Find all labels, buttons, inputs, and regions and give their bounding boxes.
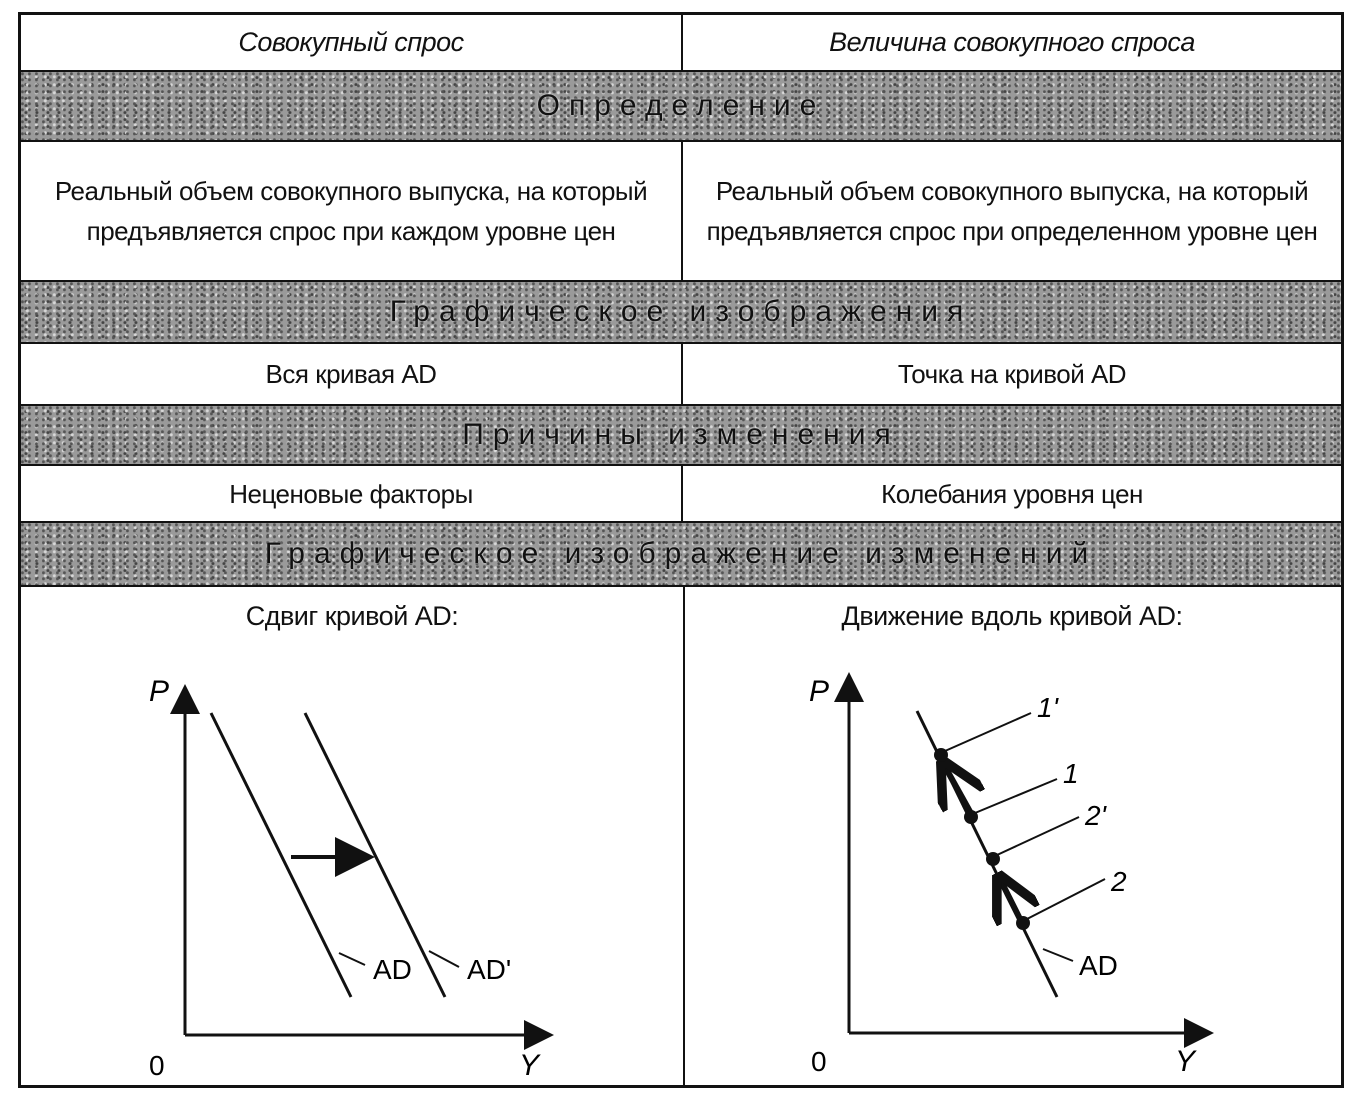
graph-title-shift: Сдвиг кривой AD: — [245, 601, 459, 631]
header-aggregate-demand: Совокупный спрос — [21, 15, 683, 70]
section-title-definition: Определение — [536, 89, 826, 122]
definition-row — [21, 142, 1341, 282]
causes-row — [21, 466, 1341, 523]
graph-row — [21, 587, 1341, 1085]
causes-right: Колебания уровня цен — [881, 478, 1143, 509]
x-axis-label: Y — [1175, 1045, 1196, 1078]
section-band-graphic — [21, 282, 1341, 344]
point-2-label: 2 — [1111, 866, 1127, 897]
movement-segment-lower — [999, 877, 1021, 921]
ad-prime-label-leader — [429, 951, 459, 967]
ad-prime-label: AD' — [467, 954, 512, 985]
header-aggregate-demand-quantity: Величина совокупного спроса — [829, 27, 1195, 57]
section-band-graphic-change — [21, 523, 1341, 587]
section-band-definition — [21, 72, 1341, 142]
ad-label: AD — [1079, 950, 1118, 981]
section-title-graphic: Графическое изображения — [389, 295, 973, 328]
section-title-causes: Причины изменения — [462, 418, 900, 451]
header-row — [21, 15, 1341, 72]
graphic-left: Вся кривая AD — [21, 344, 683, 404]
origin-label: 0 — [811, 1046, 827, 1077]
definition-right: Реальный объем совокупного выпуска, на который предъявляется спрос при определенном уровне цен — [706, 176, 1318, 246]
point-1-prime-leader — [945, 713, 1031, 751]
point-2-prime-label: 2' — [1085, 800, 1106, 831]
origin-label: 0 — [149, 1050, 165, 1081]
section-title-graphic-change: Графическое изображение изменений — [264, 537, 1098, 570]
ad-label-leader — [1043, 949, 1073, 961]
x-axis-label: Y — [519, 1049, 540, 1082]
graph-cell-movement — [683, 587, 1341, 1085]
ad-label-leader — [339, 953, 365, 965]
movement-diagram — [683, 587, 1341, 1085]
shift-diagram — [21, 587, 681, 1085]
definition-left: Реальный объем совокупного выпуска, на который предъявляется спрос при каждом уровне цен — [21, 142, 683, 280]
graph-cell-shift — [21, 587, 685, 1085]
point-1-label: 1 — [1063, 758, 1079, 789]
y-axis-label: P — [149, 675, 170, 708]
causes-left: Неценовые факторы — [21, 466, 683, 521]
y-axis-label: P — [809, 675, 830, 708]
graphic-row — [21, 344, 1341, 406]
point-1-prime-label: 1' — [1037, 692, 1058, 723]
ad-label: AD — [373, 954, 412, 985]
point-2-prime-leader — [997, 817, 1079, 855]
graph-title-movement: Движение вдоль кривой AD: — [841, 601, 1183, 631]
graphic-right: Точка на кривой AD — [897, 359, 1127, 389]
movement-segment-upper — [943, 763, 973, 817]
point-1-leader — [975, 779, 1057, 813]
comparison-table — [18, 12, 1344, 1088]
point-2-leader — [1027, 879, 1105, 919]
section-band-causes — [21, 406, 1341, 466]
